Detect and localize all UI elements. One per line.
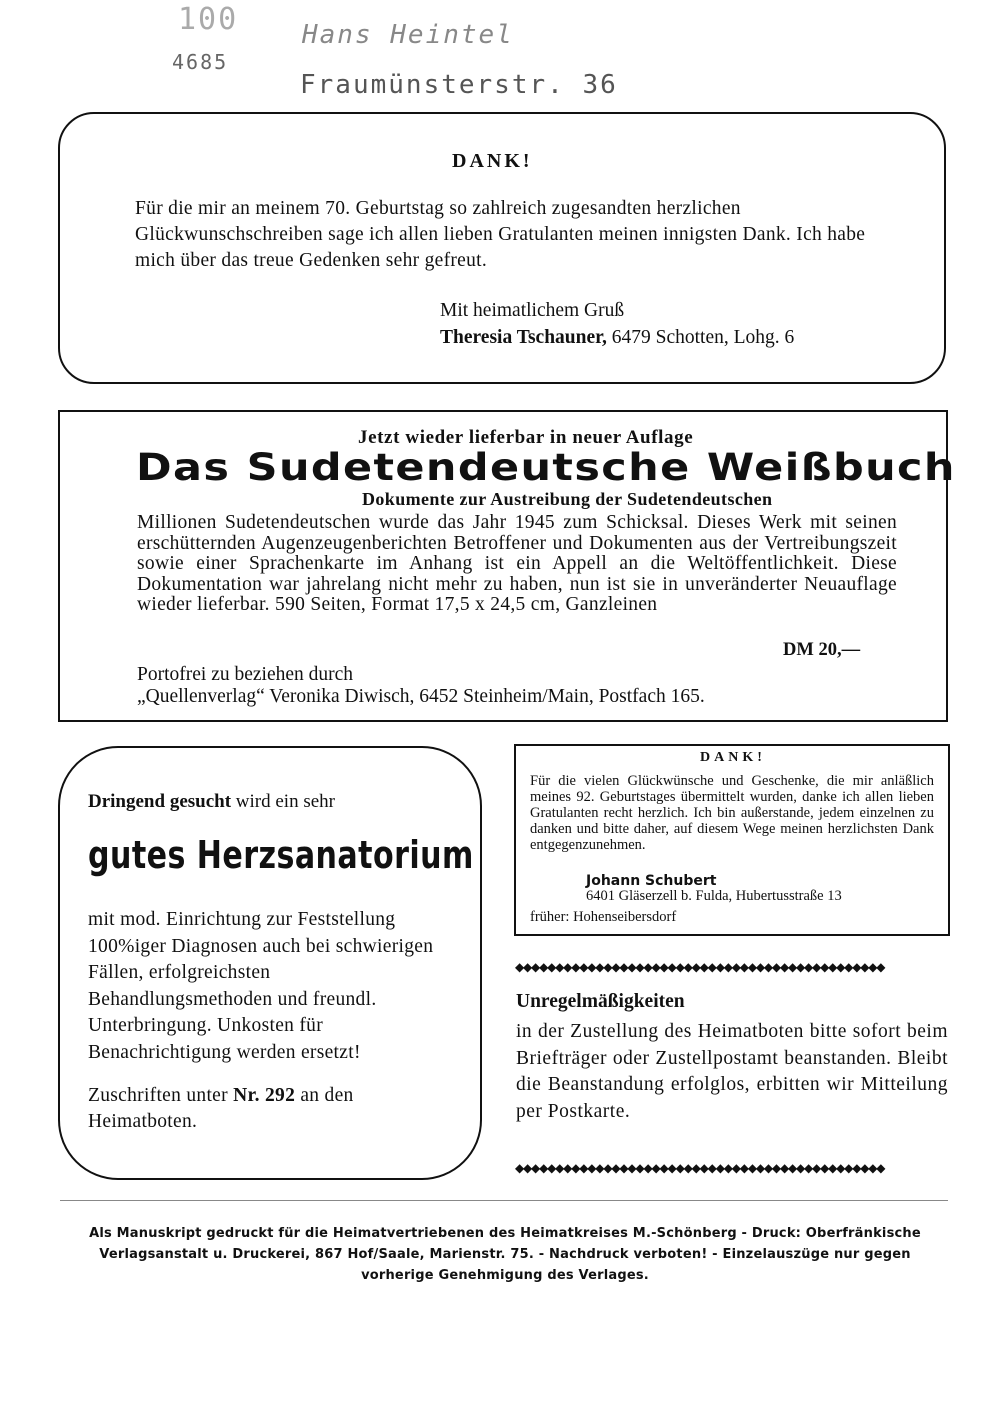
sanatorium-contact-post: an den Heimatboten. <box>88 1085 354 1132</box>
sanatorium-contact-pre: Zuschriften unter <box>88 1085 234 1106</box>
book-order-info <box>137 664 705 708</box>
sanatorium-contact <box>88 1083 458 1135</box>
diamond-divider-top: ◆◆◆◆◆◆◆◆◆◆◆◆◆◆◆◆◆◆◆◆◆◆◆◆◆◆◆◆◆◆◆◆◆◆◆◆◆◆◆◆◆◆◆◆◆◆ <box>515 960 885 974</box>
book-price: DM 20,— <box>783 640 861 660</box>
thanks-signer: Theresia Tschauner, <box>440 327 607 348</box>
stamp-number-top: 100 <box>178 2 239 37</box>
thanks-2-previous: früher: Hohenseibersdorf <box>530 909 677 925</box>
thanks-2-heading: DANK! <box>700 750 766 765</box>
stamp-number-bottom: 4685 <box>172 50 229 74</box>
book-subtitle: Dokumente zur Austreibung der Sudetendeutschen <box>362 489 773 509</box>
thanks-heading: DANK! <box>452 150 533 172</box>
diamond-divider-bottom: ◆◆◆◆◆◆◆◆◆◆◆◆◆◆◆◆◆◆◆◆◆◆◆◆◆◆◆◆◆◆◆◆◆◆◆◆◆◆◆◆◆◆◆◆◆◆ <box>515 1161 885 1175</box>
book-availability: Jetzt wieder lieferbar in neuer Auflage <box>358 427 694 448</box>
footer-rule <box>60 1200 948 1201</box>
thanks-2-body: Für die vielen Glückwünsche und Geschenke, die mir anläßlich meines 92. Geburtstages übermittelt wurden, danke ich allen lieben Gratulanten recht herzlich. Ich bin außerstande, jedem einzelnen zu danken und bitte daher, auf diesem Wege meinen herzlichsten Dank entgegenzunehmen. <box>530 773 934 853</box>
notice-body: in der Zustellung des Heimatboten bitte sofort beim Briefträger oder Zustellpostamt beanstanden. Bleibt die Beanstandung erfolglos, erbitten wir Mitteilung per Postkarte. <box>516 1021 948 1122</box>
sanatorium-intro <box>88 791 335 813</box>
stamp-name: Hans Heintel <box>302 20 514 50</box>
sanatorium-title: gutes Herzsanatorium <box>88 833 474 877</box>
notice-title: Unregelmäßigkeiten <box>516 991 685 1012</box>
book-order-line-1: Portofrei zu beziehen durch <box>137 664 354 685</box>
footer-imprint: Als Manuskript gedruckt für die Heimatvertriebenen des Heimatkreises M.-Schönberg - Druck: Oberfränkische Verlagsanstalt u. Druckerei, 867 Hof/Saale, Marienstr. 75. - Nachdruck verboten! - Einzelauszüge nur gegen vorherige Genehmigung des Verlages. <box>89 1226 921 1283</box>
book-order-line-2: „Quellenverlag“ Veronika Diwisch, 6452 Steinheim/Main, Postfach 165. <box>137 686 705 707</box>
sanatorium-intro-bold: Dringend gesucht <box>88 791 232 812</box>
book-description: Millionen Sudetendeutschen wurde das Jahr 1945 zum Schicksal. Dieses Werk mit seinen erschütternden Augenzeugenberichten Betroffener und Dokumenten aus der Vertreibungszeit sowie einer Sprachenkarte im Anhang ist ein Appell an die Weltöffentlichkeit. Diese Dokumentation war jahrelang nicht mehr zu haben, nun ist sie in unveränderter Neuauflage wieder lieferbar. 590 Seiten, Format 17,5 x 24,5 cm, Ganzleinen <box>137 512 897 615</box>
sanatorium-contact-number: Nr. 292 <box>233 1085 296 1106</box>
thanks-address: 6479 Schotten, Lohg. 6 <box>606 327 795 348</box>
thanks-body: Für die mir an meinem 70. Geburtstag so zahlreich zugesandten herzlichen Glückwunschschreiben sage ich allen lieben Gratulanten meinen innigsten Dank. Ich habe mich über das treue Gedenken sehr gefreut. <box>135 198 866 271</box>
thanks-signature <box>440 327 794 349</box>
sanatorium-intro-rest: wird ein sehr <box>231 791 335 812</box>
stamp-street: Fraumünsterstr. 36 <box>300 70 618 100</box>
thanks-greeting: Mit heimatlichem Gruß <box>440 300 625 321</box>
sanatorium-body: mit mod. Einrichtung zur Feststellung 100%iger Diagnosen auch bei schwierigen Fällen, erfolgreichsten Behandlungsmethoden und freundl. Unterbringung. Unkosten für Benachrichtigung werden ersetzt! <box>88 909 434 1063</box>
thanks-2-signer: Johann Schubert <box>586 873 717 889</box>
book-title: Das Sudetendeutsche Weißbuch <box>136 446 956 489</box>
thanks-2-address: 6401 Gläserzell b. Fulda, Hubertusstraße 13 <box>586 888 842 904</box>
